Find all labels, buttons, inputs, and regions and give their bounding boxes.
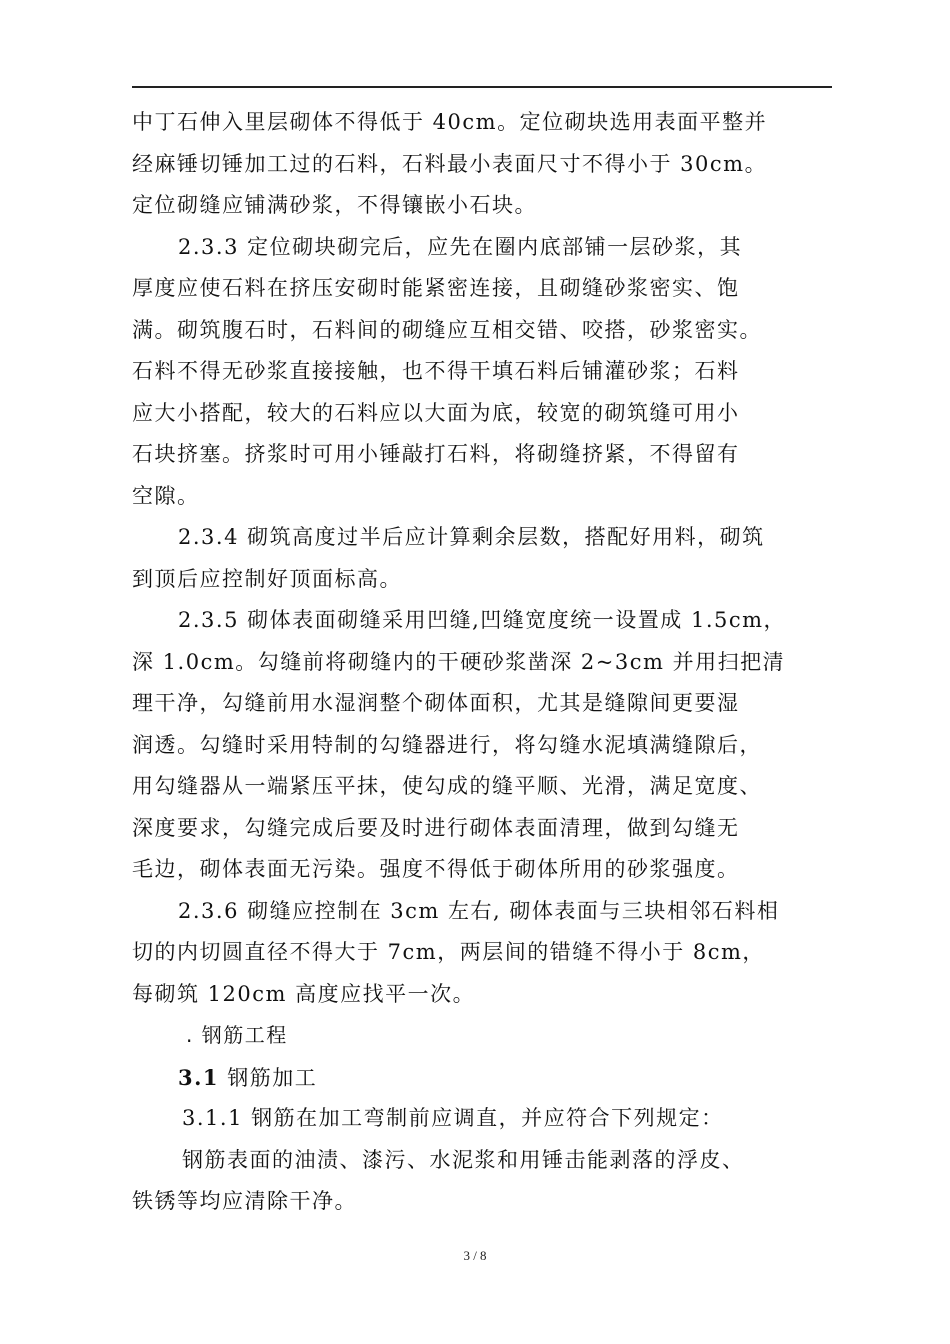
text-line: 石块挤塞。挤浆时可用小锤敲打石料，将砌缝挤紧，不得留有 [132, 442, 740, 466]
text-line: 满。砌筑腹石时，石料间的砌缝应互相交错、咬搭，砂浆密实。 [132, 317, 762, 342]
text-line: 每砌筑 120cm 高度应找平一次。 [132, 981, 476, 1006]
text-line: 深 1.0cm。勾缝前将砌缝内的干硬砂浆凿深 2~3cm 并用扫把清 [132, 649, 786, 674]
text-line: 空隙。 [132, 483, 200, 508]
text-line: 深度要求，勾缝完成后要及时进行砌体表面清理，做到勾缝无 [132, 815, 740, 840]
text-line: 用勾缝器从一端紧压平抹，使勾成的缝平顺、光滑，满足宽度、 [132, 774, 762, 798]
text-line: 切的内切圆直径不得大于 7cm，两层间的错缝不得小于 8cm， [132, 940, 765, 964]
text-line: 理干净，勾缝前用水湿润整个砌体面积，尤其是缝隙间更要湿 [132, 691, 740, 715]
subsection-title: 钢筋加工 [219, 1065, 318, 1090]
subsection-number: 3.1 [178, 1064, 220, 1090]
document-body [132, 102, 832, 1223]
text-line: 应大小搭配，较大的石料应以大面为底，较宽的砌筑缝可用小 [132, 400, 740, 425]
section-heading: . 钢筋工程 [186, 1023, 288, 1047]
text-line: 2.3.6 砌缝应控制在 3cm 左右, 砌体表面与三块相邻石料相 [178, 898, 780, 923]
text-line: 2.3.5 砌体表面砌缝采用凹缝,凹缝宽度统一设置成 1.5cm， [178, 608, 787, 632]
text-line: 经麻锤切锤加工过的石料，石料最小表面尺寸不得小于 30cm。 [132, 151, 768, 176]
text-line: 石料不得无砂浆直接接触，也不得干填石料后铺灌砂浆；石料 [132, 359, 740, 383]
text-line: 中丁石伸入里层砌体不得低于 40cm。定位砌块选用表面平整并 [132, 110, 768, 134]
text-line: 润透。勾缝时采用特制的勾缝器进行，将勾缝水泥填满缝隙后， [132, 732, 762, 757]
subsection-heading [132, 1057, 832, 1099]
page-number: 3 / 8 [463, 1248, 487, 1263]
header-rule [132, 86, 832, 88]
text-line: 到顶后应控制好顶面标高。 [132, 566, 402, 591]
text-line: 2.3.3 定位砌块砌完后，应先在圈内底部铺一层砂浆，其 [178, 234, 743, 259]
text-line: 铁锈等均应清除干净。 [132, 1189, 357, 1213]
text-line: 毛边，砌体表面无污染。强度不得低于砌体所用的砂浆强度。 [132, 857, 740, 881]
clause-line: 3.1.1 钢筋在加工弯制前应调直，并应符合下列规定： [182, 1106, 724, 1130]
text-line: 钢筋表面的油渍、漆污、水泥浆和用锤击能剥落的浮皮、 [182, 1147, 745, 1172]
text-line: 定位砌缝应铺满砂浆，不得镶嵌小石块。 [132, 193, 537, 217]
text-line: 厚度应使石料在挤压安砌时能紧密连接，且砌缝砂浆密实、饱 [132, 276, 740, 300]
text-line: 2.3.4 砌筑高度过半后应计算剩余层数，搭配好用料，砌筑 [178, 525, 765, 549]
